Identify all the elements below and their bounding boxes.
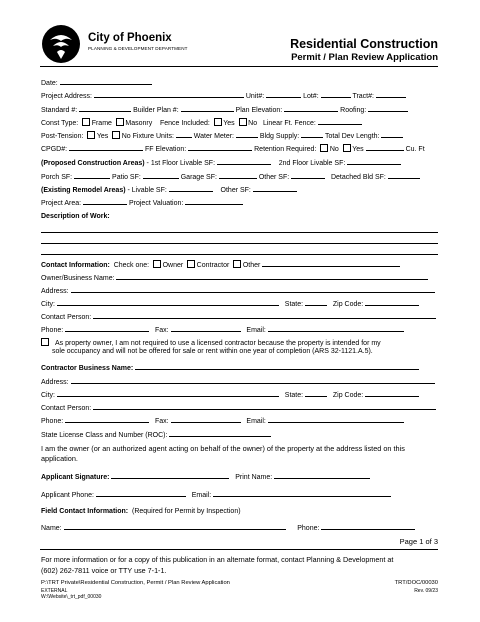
total-dev-label: Total Dev Length: [325, 133, 380, 140]
standard-label: Standard #: [41, 107, 78, 114]
footer-rev: Rev. 09/23 [414, 588, 438, 594]
certify-line-2: application. [41, 454, 78, 463]
other-sf-field[interactable] [291, 171, 325, 179]
property-owner-text-1: As property owner, I am not required to use a licensed contractor because the property is intended for my [55, 340, 381, 347]
patio-label: Patio SF: [112, 174, 141, 181]
other-sf-label: Other SF: [258, 174, 290, 181]
water-meter-field[interactable] [236, 130, 258, 138]
city-label: City: [41, 301, 55, 308]
tract-field[interactable] [376, 90, 406, 98]
roofing-label: Roofing: [340, 107, 367, 114]
field-phone-field[interactable] [321, 522, 415, 530]
existing-remodel-heading: (Existing Remodel Areas) [41, 187, 126, 194]
description-line-1[interactable] [41, 232, 438, 233]
lot-field[interactable] [321, 90, 351, 98]
contractor-phone-label: Phone: [41, 418, 64, 425]
org-name: City of Phoenix [88, 32, 172, 44]
ff-elevation-label: FF Elevation: [144, 146, 187, 153]
applicant-signature-label: Applicant Signature: [41, 474, 110, 481]
other-field[interactable] [262, 259, 400, 267]
applicant-email-label: Email: [191, 492, 212, 499]
contractor-business-field[interactable] [135, 362, 419, 370]
property-owner-checkbox[interactable] [41, 338, 49, 346]
post-tension-label: Post-Tension: [41, 133, 84, 140]
contractor-email-field[interactable] [268, 415, 404, 423]
description-line-3[interactable] [41, 254, 438, 255]
page-subtitle: Permit / Plan Review Application [291, 52, 438, 63]
standard-field[interactable] [79, 104, 131, 112]
contractor-fax-label: Fax: [154, 418, 169, 425]
dept-name: PLANNING & DEVELOPMENT DEPARTMENT [88, 46, 188, 51]
owner-label: Owner [162, 262, 184, 269]
const-type-label: Const Type: [41, 120, 79, 127]
contact-person-field[interactable] [93, 311, 436, 319]
bldg-supply-label: Bldg Supply: [259, 133, 300, 140]
project-valuation-field[interactable] [185, 197, 243, 205]
other-checkbox[interactable] [233, 260, 241, 268]
owner-checkbox[interactable] [153, 260, 161, 268]
retention-no-checkbox[interactable] [320, 144, 328, 152]
contractor-phone-field[interactable] [65, 415, 149, 423]
fence-yes-label: Yes [223, 120, 235, 127]
contact-person-label: Contact Person: [41, 314, 92, 321]
footer-doc-id: TRT/DOC/00030 [394, 580, 438, 586]
email-label: Email: [246, 327, 266, 334]
linear-ft-field[interactable] [318, 117, 362, 125]
header-divider [40, 66, 438, 67]
builder-plan-label: Builder Plan #: [133, 107, 179, 114]
field-name-field[interactable] [64, 522, 286, 530]
project-valuation-label: Project Valuation: [128, 200, 184, 207]
retention-yes-checkbox[interactable] [343, 144, 351, 152]
other-label: Other [242, 262, 261, 269]
masonry-checkbox[interactable] [116, 118, 124, 126]
porch-label: Porch SF: [41, 174, 73, 181]
first-floor-field[interactable] [217, 157, 271, 165]
water-meter-label: Water Meter: [193, 133, 234, 140]
retention-yes-label: Yes [352, 146, 364, 153]
phone-field[interactable] [65, 324, 149, 332]
plan-elevation-field[interactable] [284, 104, 338, 112]
footer-web-path: W:\Website\_trt_pdf_00030 [41, 594, 102, 600]
contractor-contact-person-field[interactable] [93, 402, 436, 410]
state-license-label: State License Class and Number (ROC): [41, 432, 168, 439]
project-address-label: Project Address: [41, 93, 92, 100]
date-field[interactable] [60, 77, 152, 85]
post-tension-no-checkbox[interactable] [112, 131, 120, 139]
patio-field[interactable] [143, 171, 179, 179]
owner-business-label: Owner/Business Name: [41, 275, 115, 282]
contractor-checkbox[interactable] [187, 260, 195, 268]
contractor-label: Contractor [196, 262, 230, 269]
post-tension-yes-label: Yes [96, 133, 109, 140]
second-floor-label: 2nd Floor Livable SF: [278, 160, 346, 167]
fixture-units-label: Fixture Units: [132, 133, 174, 140]
project-address-field[interactable] [94, 90, 244, 98]
contractor-fax-field[interactable] [171, 415, 241, 423]
description-label: Description of Work: [41, 213, 110, 220]
footer-info-1: For more information or for a copy of this publication in an alternate format, contact Planning & Development at [41, 555, 394, 564]
fence-included-label: Fence Included: [160, 120, 210, 127]
cu-ft-label: Cu. Ft [405, 146, 425, 153]
retention-label: Retention Required: [254, 146, 317, 153]
check-one-label: Check one: [113, 262, 150, 269]
project-area-label: Project Area: [41, 200, 82, 207]
contact-heading: Contact Information: [41, 262, 110, 269]
livable-sf-field[interactable] [169, 184, 213, 192]
contractor-state-label: State: [284, 392, 304, 399]
tract-label: Tract#: [352, 93, 374, 100]
description-line-2[interactable] [41, 243, 438, 244]
footer-divider [40, 549, 438, 550]
footer-path: P:\TRT Private\Residential Construction, Permit / Plan Review Application [41, 580, 230, 586]
print-name-label: Print Name: [235, 474, 273, 481]
livable-sf-label: - Livable SF: [127, 187, 167, 194]
total-dev-field[interactable] [381, 130, 403, 138]
page-title: Residential Construction [290, 37, 438, 51]
certify-line-1: I am the owner (or an authorized agent acting on behalf of the owner) of the property at the address listed on this [41, 444, 405, 453]
address-label: Address: [41, 288, 69, 295]
contractor-zip-field[interactable] [365, 389, 419, 397]
contractor-email-label: Email: [246, 418, 266, 425]
ff-elevation-field[interactable] [188, 143, 252, 151]
state-license-field[interactable] [169, 429, 271, 437]
field-phone-label: Phone: [297, 525, 320, 532]
remodel-other-sf-label: Other SF: [220, 187, 251, 194]
post-tension-no-label: No [121, 133, 131, 140]
fence-no-checkbox[interactable] [239, 118, 247, 126]
garage-field[interactable] [219, 171, 257, 179]
applicant-phone-field[interactable] [96, 489, 186, 497]
builder-plan-field[interactable] [181, 104, 234, 112]
masonry-label: Masonry [125, 120, 153, 127]
detached-field[interactable] [388, 171, 420, 179]
unit-field[interactable] [266, 90, 301, 98]
applicant-phone-label: Applicant Phone: [41, 492, 94, 499]
zip-field[interactable] [365, 298, 419, 306]
frame-label: Frame [91, 120, 112, 127]
contractor-city-label: City: [41, 392, 55, 399]
proposed-areas-heading: (Proposed Construction Areas) [41, 160, 145, 167]
project-area-field[interactable] [83, 197, 127, 205]
email-field[interactable] [268, 324, 404, 332]
address-field[interactable] [71, 285, 435, 293]
field-contact-heading: Field Contact Information: [41, 508, 129, 515]
contractor-address-field[interactable] [71, 376, 435, 384]
page-number: Page 1 of 3 [399, 537, 438, 546]
contractor-state-field[interactable] [305, 389, 327, 397]
plan-elevation-label: Plan Elevation: [235, 107, 283, 114]
fence-yes-checkbox[interactable] [214, 118, 222, 126]
cpgd-field[interactable] [69, 143, 143, 151]
bldg-supply-field[interactable] [301, 130, 323, 138]
garage-label: Garage SF: [180, 174, 217, 181]
state-field[interactable] [305, 298, 327, 306]
lot-label: Lot#: [303, 93, 319, 100]
fence-no-label: No [248, 120, 258, 127]
contractor-city-field[interactable] [57, 389, 279, 397]
field-name-label: Name: [41, 525, 62, 532]
unit-label: Unit#: [245, 93, 265, 100]
applicant-email-field[interactable] [213, 489, 391, 497]
second-floor-field[interactable] [347, 157, 401, 165]
detached-label: Detached Bld SF: [330, 174, 386, 181]
contractor-heading: Contractor Business Name: [41, 365, 134, 372]
porch-field[interactable] [74, 171, 110, 179]
linear-ft-label: Linear Ft. Fence: [262, 120, 316, 127]
first-floor-label: - 1st Floor Livable SF: [146, 160, 216, 167]
contractor-contact-person-label: Contact Person: [41, 405, 92, 412]
phoenix-bird-icon [40, 22, 82, 66]
city-field[interactable] [57, 298, 279, 306]
date-label: Date: [41, 80, 58, 87]
roofing-field[interactable] [368, 104, 408, 112]
cpgd-label: CPGD#: [41, 146, 68, 153]
property-owner-text-2: sole occupancy and will not be offered for sale or rent within one year of completion (ARS 32-1121.A.5). [52, 348, 373, 355]
applicant-signature-field[interactable] [111, 471, 229, 479]
state-label: State: [284, 301, 304, 308]
footer-external: EXTERNAL [41, 588, 68, 594]
field-contact-note: (Required for Permit by Inspection) [132, 508, 241, 515]
footer-info-2: (602) 262-7811 voice or TTY use 7-1-1. [41, 566, 167, 575]
contractor-zip-label: Zip Code: [332, 392, 364, 399]
contractor-address-label: Address: [41, 379, 69, 386]
city-logo [40, 22, 190, 68]
post-tension-yes-checkbox[interactable] [87, 131, 95, 139]
frame-checkbox[interactable] [82, 118, 90, 126]
print-name-field[interactable] [274, 471, 370, 479]
fax-label: Fax: [154, 327, 169, 334]
remodel-other-sf-field[interactable] [253, 184, 297, 192]
fax-field[interactable] [171, 324, 241, 332]
zip-label: Zip Code: [332, 301, 364, 308]
cu-ft-field[interactable] [366, 143, 404, 151]
phone-label: Phone: [41, 327, 64, 334]
owner-business-field[interactable] [116, 272, 428, 280]
fixture-units-field[interactable] [176, 130, 192, 138]
retention-no-label: No [329, 146, 339, 153]
